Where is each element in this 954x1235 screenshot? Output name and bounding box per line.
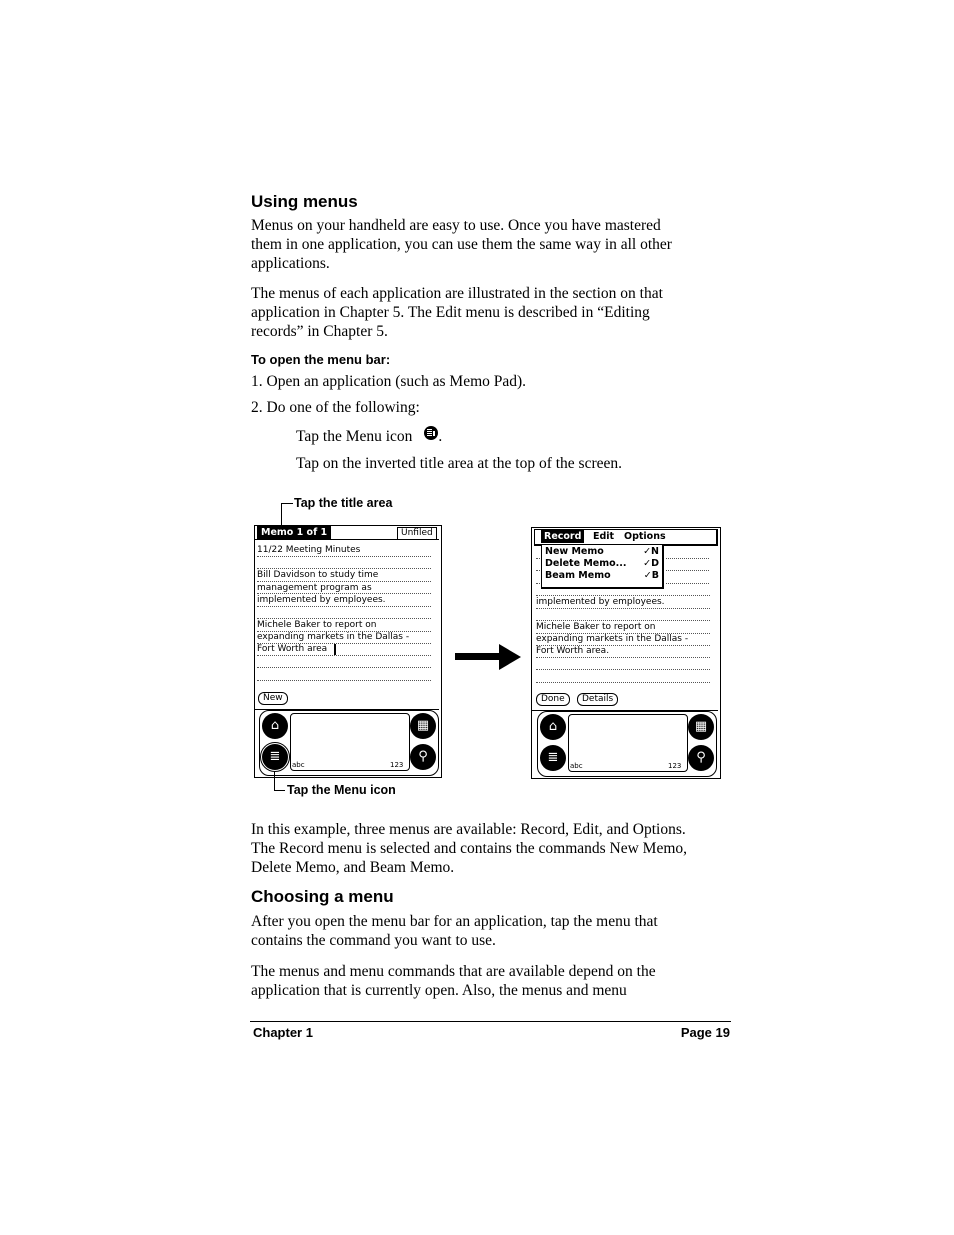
ruled-line — [536, 595, 710, 596]
find-icon[interactable]: ⚲ — [688, 745, 714, 771]
callout-line — [281, 503, 293, 504]
ruled-line — [257, 593, 431, 594]
shortcut-letter: N — [651, 546, 659, 557]
ruled-line — [536, 669, 710, 670]
find-icon[interactable]: ⚲ — [410, 744, 436, 770]
ruled-line — [257, 606, 431, 607]
text-line: The Record menu is selected and contains the commands New Memo, — [251, 840, 688, 857]
menu-item-new-memo[interactable]: New Memo — [545, 546, 604, 557]
ruled-line — [257, 618, 431, 619]
step-1: 1. Open an application (such as Memo Pad). — [251, 373, 527, 390]
details-button[interactable]: Details — [577, 693, 618, 706]
step-2: 2. Do one of the following: — [251, 399, 420, 416]
silkscreen-area — [259, 710, 439, 776]
category-picker[interactable]: Unfiled — [397, 527, 437, 539]
memo-line: management program as — [257, 583, 372, 593]
availability-paragraph — [251, 962, 656, 1000]
shortcut-delete-memo — [643, 558, 659, 570]
text-line: After you open the menu bar for an application, tap the menu that — [251, 913, 658, 930]
memo-line: Michele Baker to report on — [257, 620, 377, 630]
text-line: Menus on your handheld are easy to use. Once you have mastered — [251, 217, 661, 234]
text-line: . — [438, 428, 443, 445]
memo-line: implemented by employees. — [257, 595, 386, 605]
callout-title-area: Tap the title area — [294, 496, 393, 510]
footer-page-number: Page 19 — [680, 1025, 730, 1040]
applications-icon[interactable]: ▦ — [688, 714, 714, 740]
ruled-line — [257, 655, 431, 656]
arrow-right-icon — [499, 644, 521, 670]
123-label: 123 — [668, 762, 682, 770]
palm-screen-memo — [254, 525, 442, 778]
shortcut-beam-memo — [644, 570, 659, 582]
text-line: records” in Chapter 5. — [251, 323, 388, 340]
menu-options[interactable]: Options — [624, 531, 666, 542]
footer-chapter: Chapter 1 — [253, 1025, 313, 1040]
callout-line — [281, 503, 282, 527]
text-cursor — [334, 644, 336, 655]
memo-line: expanding markets in the Dallas - — [536, 634, 689, 644]
ruled-line — [536, 608, 710, 609]
text-line: Tap the Menu icon — [296, 428, 413, 445]
shortcut-letter: D — [651, 558, 659, 569]
menu-record[interactable]: Record — [541, 530, 584, 543]
menu-item-beam-memo[interactable]: Beam Memo — [545, 570, 611, 581]
callout-line — [274, 790, 285, 791]
example-paragraph — [251, 820, 687, 877]
abc-label: abc — [292, 761, 305, 769]
memo-title-bar[interactable]: Memo 1 of 1 — [257, 526, 331, 539]
menu-icon[interactable]: ≣ — [540, 745, 566, 771]
applications-icon[interactable]: ▦ — [410, 713, 436, 739]
text-line: applications. — [251, 255, 330, 272]
done-button[interactable]: Done — [536, 693, 570, 706]
text-line: The menus of each application are illustrated in the section on that — [251, 285, 663, 302]
memo-line: implemented by employees. — [536, 597, 665, 607]
menu-edit[interactable]: Edit — [593, 531, 615, 542]
memo-line: expanding markets in the Dallas - — [257, 632, 410, 642]
ruled-line — [666, 583, 709, 584]
ruled-line — [257, 667, 431, 668]
123-label: 123 — [390, 761, 404, 769]
shortcut-stroke-icon: ✓ — [643, 558, 652, 569]
shortcut-stroke-icon: ✓ — [643, 570, 652, 581]
ruled-line — [536, 682, 710, 683]
ruled-line — [536, 558, 540, 559]
ruled-line — [257, 680, 431, 681]
home-icon[interactable]: ⌂ — [262, 713, 288, 739]
abc-label: abc — [570, 762, 583, 770]
shortcut-new-memo — [643, 546, 659, 558]
text-line: them in one application, you can use them the same way in all other — [251, 236, 672, 253]
memo-line: 11/22 Meeting Minutes — [257, 545, 361, 555]
section-heading-using-menus: Using menus — [251, 192, 358, 211]
text-line: contains the command you want to use. — [251, 932, 496, 949]
ruled-line — [257, 568, 431, 569]
choosing-paragraph — [251, 912, 658, 950]
memo-line: Bill Davidson to study time — [257, 570, 379, 580]
text-line: The menus and menu commands that are available depend on the — [251, 963, 656, 980]
memo-line: Fort Worth area — [257, 644, 328, 654]
text-line: Delete Memo, and Beam Memo. — [251, 859, 455, 876]
ruled-line — [536, 583, 540, 584]
memo-line: Fort Worth area. — [536, 646, 610, 656]
record-menu-dropdown — [541, 544, 664, 589]
palm-screen-menu-open — [531, 527, 721, 779]
menu-item-delete-memo[interactable]: Delete Memo... — [545, 558, 627, 569]
shortcut-stroke-icon: ✓ — [643, 546, 652, 557]
text-line: application that is currently open. Also, the menus and menu — [251, 982, 627, 999]
procedure-heading: To open the menu bar: — [251, 352, 391, 367]
footer-rule — [250, 1021, 731, 1022]
home-icon[interactable]: ⌂ — [540, 714, 566, 740]
menu-icon[interactable]: ≣ — [262, 744, 288, 770]
ruled-line — [257, 581, 431, 582]
memo-line: Michele Baker to report on — [536, 622, 656, 632]
callout-menu-icon: Tap the Menu icon — [287, 783, 396, 797]
callout-line — [274, 771, 275, 790]
shortcut-letter: B — [651, 570, 659, 581]
ruled-line — [536, 620, 710, 621]
text-line: In this example, three menus are available: Record, Edit, and Options. — [251, 821, 686, 838]
silkscreen-area — [537, 711, 717, 777]
section-heading-choosing-a-menu: Choosing a menu — [251, 887, 394, 906]
option-title-area: Tap on the inverted title area at the top of the screen. — [296, 455, 622, 472]
text-line: application in Chapter 5. The Edit menu is described in “Editing — [251, 304, 650, 321]
new-button[interactable]: New — [258, 692, 288, 705]
ruled-line — [536, 570, 540, 571]
title-underline — [255, 539, 439, 540]
arrow-shaft — [455, 653, 501, 660]
ruled-line — [666, 558, 709, 559]
ruled-line — [257, 556, 431, 557]
ruled-line — [666, 570, 709, 571]
ruled-line — [536, 657, 710, 658]
